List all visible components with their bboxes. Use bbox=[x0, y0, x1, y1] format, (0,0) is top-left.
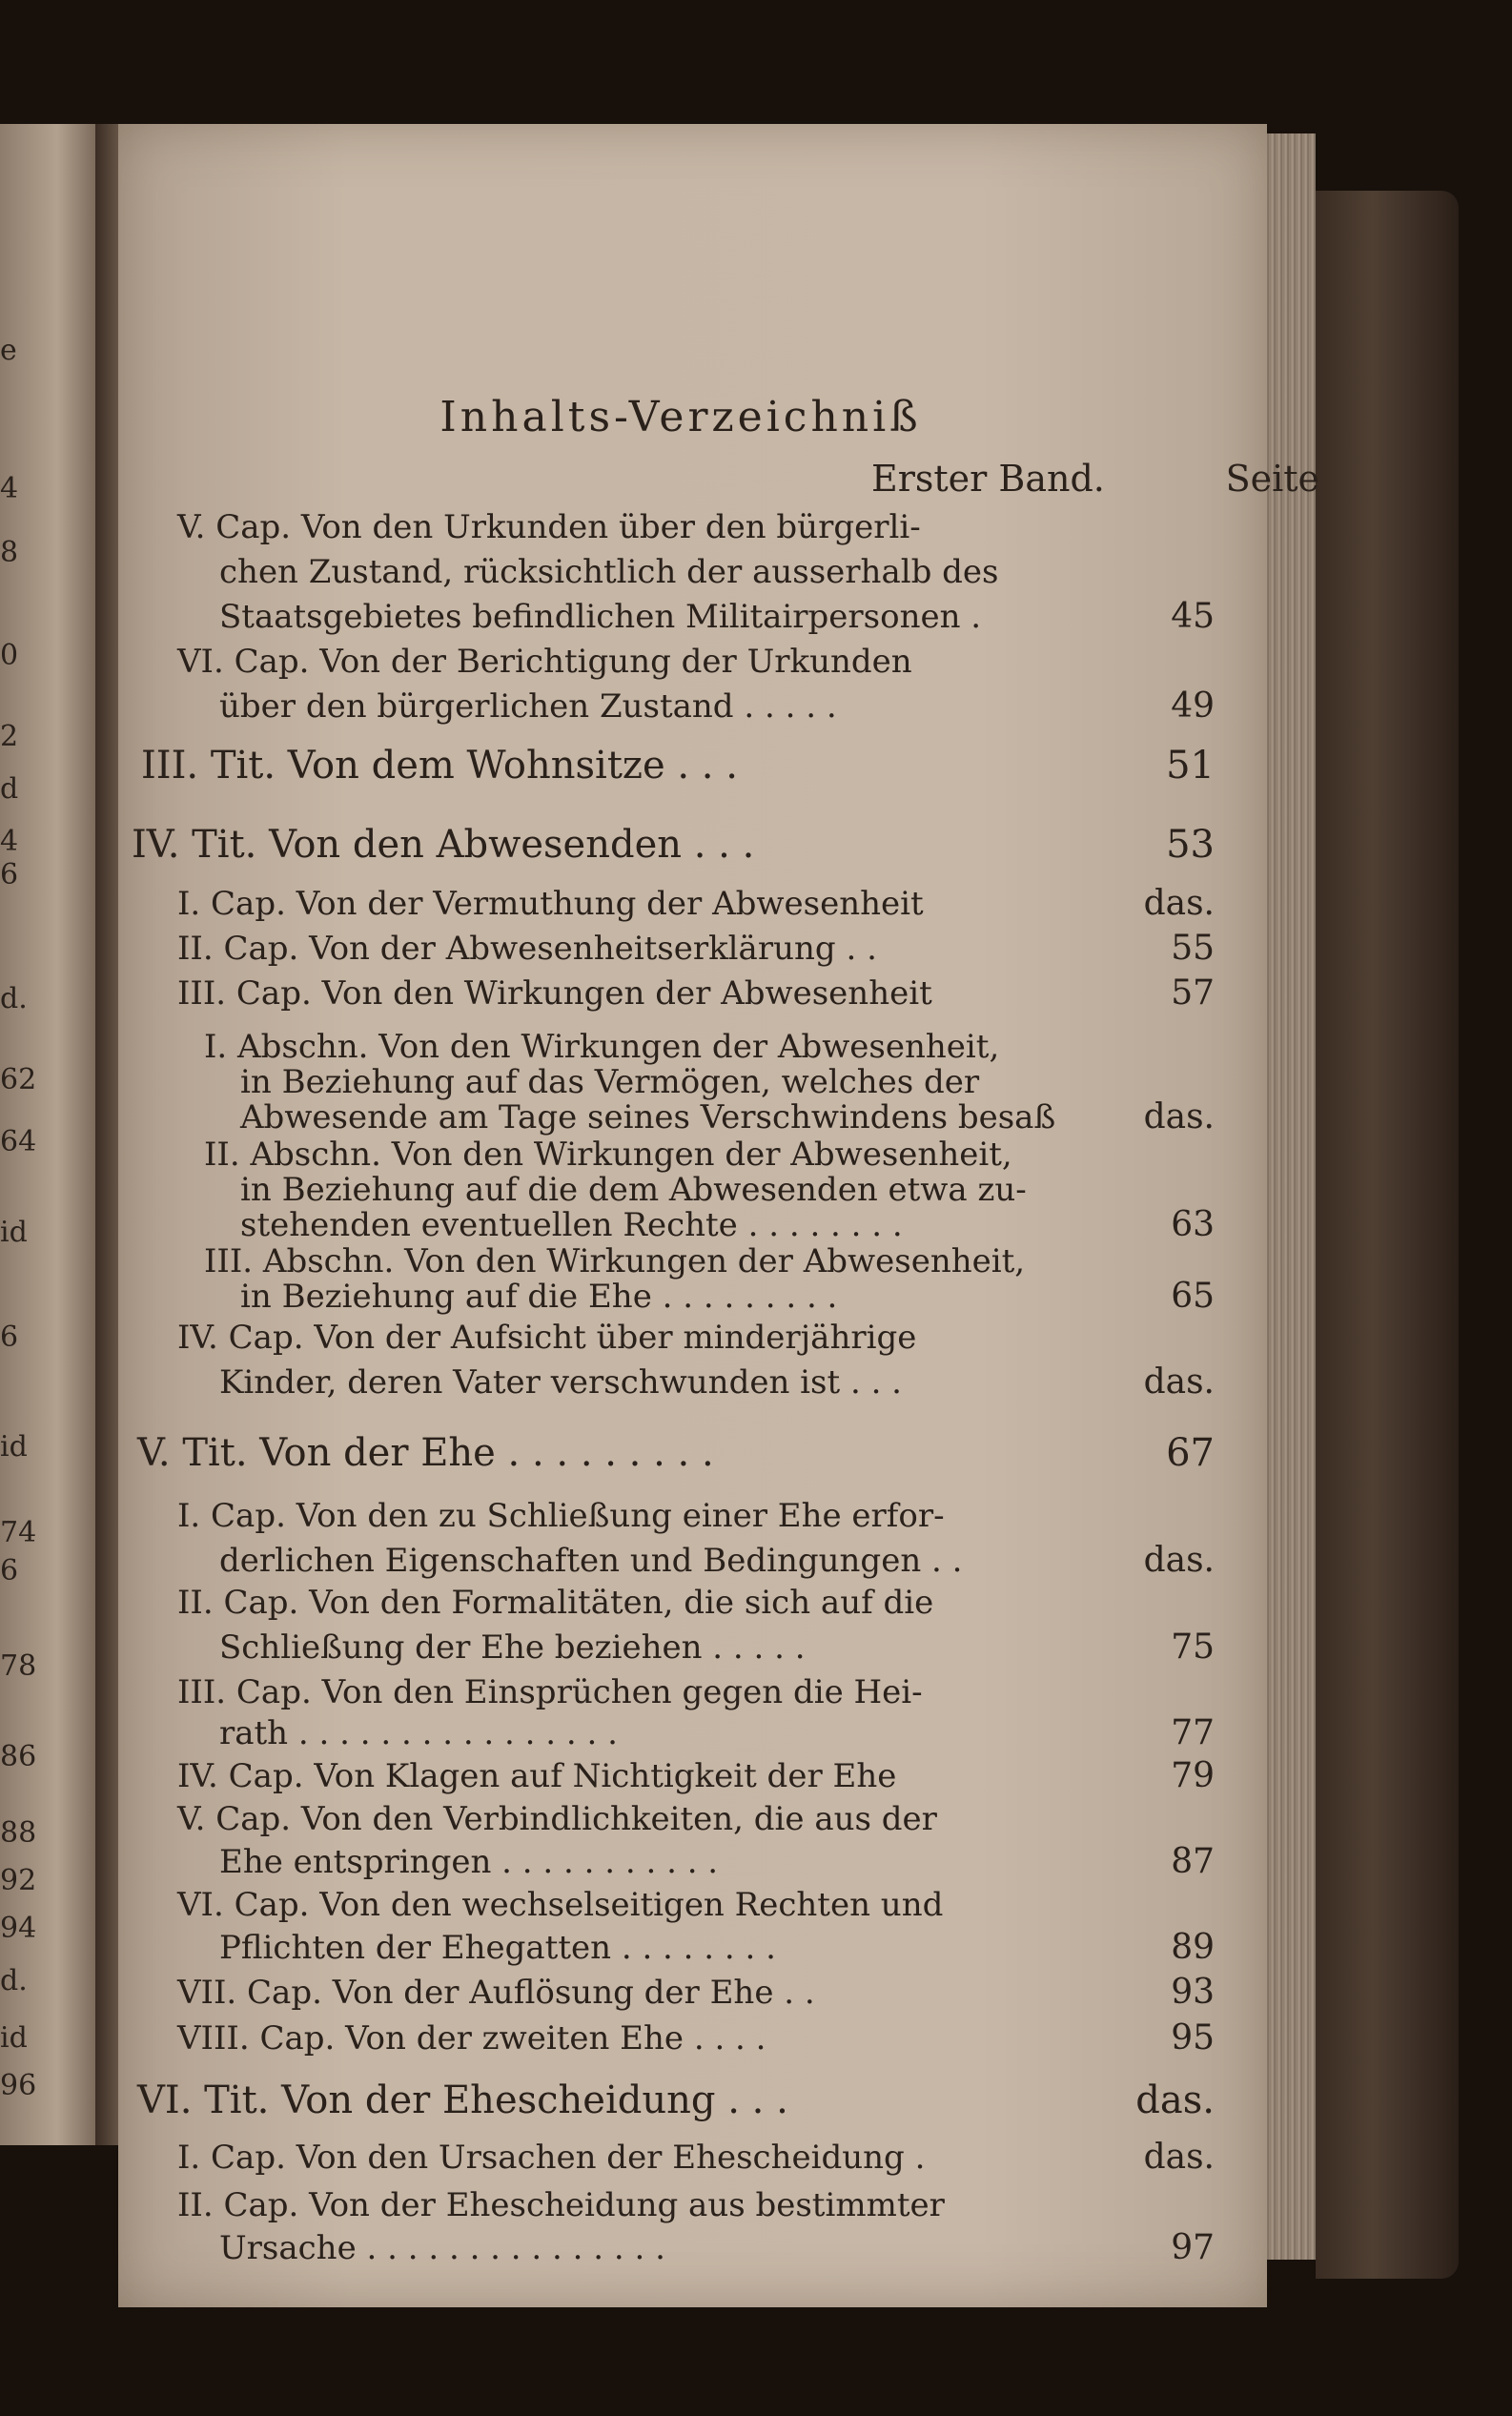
entry-page-number: 55 bbox=[1171, 929, 1215, 968]
entry-page-number: 65 bbox=[1171, 1277, 1215, 1316]
entry-page-number: 93 bbox=[1171, 1973, 1215, 2012]
entry-line: I. Cap. Von den zu Schließung einer Ehe erfor- bbox=[177, 1497, 945, 1535]
entry-line: VI. Cap. Von den wechselseitigen Rechten und bbox=[177, 1886, 944, 1924]
left-fragment: 4 bbox=[0, 825, 19, 858]
left-fragment: 6 bbox=[0, 1554, 19, 1587]
left-fragment: 64 bbox=[0, 1125, 37, 1158]
entry-line: VI. Cap. Von der Berichtigung der Urkunden bbox=[177, 643, 912, 681]
entry-page-number: 51 bbox=[1166, 744, 1215, 788]
page-header: Inhalts-Verzeichniß bbox=[439, 393, 922, 441]
left-fragment: 86 bbox=[0, 1740, 37, 1773]
entry-line: VIII. Cap. Von der zweiten Ehe . . . . bbox=[177, 2019, 766, 2058]
left-page-fragments bbox=[0, 124, 38, 2145]
entry-line: chen Zustand, rücksichtlich der ausserhalb des bbox=[219, 553, 999, 591]
left-fragment: id bbox=[0, 2021, 28, 2055]
entry-line: Ursache . . . . . . . . . . . . . . . bbox=[219, 2229, 665, 2267]
entry-line: IV. Cap. Von der Aufsicht über minderjährige bbox=[177, 1319, 917, 1357]
entry-line: VI. Tit. Von der Ehescheidung . . . bbox=[137, 2078, 788, 2122]
entry-line: IV. Tit. Von den Abwesenden . . . bbox=[132, 823, 755, 867]
entry-page-number: 63 bbox=[1171, 1205, 1215, 1244]
right-page bbox=[118, 124, 1319, 2307]
left-fragment: 0 bbox=[0, 639, 19, 672]
entry-line: II. Abschn. Von den Wirkungen der Abwesenheit, bbox=[204, 1136, 1012, 1174]
left-fragment: 4 bbox=[0, 472, 19, 505]
left-fragment: 92 bbox=[0, 1864, 37, 1897]
entry-line: II. Cap. Von den Formalitäten, die sich auf die bbox=[177, 1584, 934, 1622]
entry-page-number: 57 bbox=[1171, 973, 1215, 1013]
entry-line: über den bürgerlichen Zustand . . . . . bbox=[219, 687, 837, 726]
entry-line: Staatsgebietes befindlichen Militairpersonen . bbox=[219, 598, 982, 636]
entry-line: I. Abschn. Von den Wirkungen der Abwesenheit, bbox=[204, 1028, 1000, 1066]
entry-line: in Beziehung auf die dem Abwesenden etwa zu- bbox=[240, 1171, 1027, 1209]
entry-line: I. Cap. Von den Ursachen der Ehescheidung . bbox=[177, 2139, 926, 2177]
entry-line: III. Abschn. Von den Wirkungen der Abwesenheit, bbox=[204, 1242, 1026, 1280]
toc-list bbox=[118, 124, 1215, 2307]
entry-page-number: 53 bbox=[1166, 823, 1215, 867]
left-fragment: 2 bbox=[0, 720, 19, 753]
entry-line: derlichen Eigenschaften und Bedingungen . . bbox=[219, 1542, 963, 1580]
entry-line: IV. Cap. Von Klagen auf Nichtigkeit der Ehe bbox=[177, 1757, 897, 1795]
entry-line: Abwesende am Tage seines Verschwindens besaß bbox=[240, 1098, 1056, 1136]
entry-line: V. Cap. Von den Urkunden über den bürgerli- bbox=[177, 508, 921, 546]
entry-page-number: das. bbox=[1143, 1362, 1215, 1402]
page-column-label: Seite bbox=[1225, 458, 1319, 500]
left-fragment: 94 bbox=[0, 1912, 37, 1945]
entry-page-number: 89 bbox=[1171, 1928, 1215, 1967]
entry-page-number: das. bbox=[1143, 884, 1215, 923]
left-fragment: 6 bbox=[0, 858, 19, 891]
left-fragment: d. bbox=[0, 1964, 28, 1997]
entry-page-number: 45 bbox=[1171, 597, 1215, 636]
entry-line: III. Cap. Von den Wirkungen der Abwesenheit bbox=[177, 974, 932, 1013]
left-fragment: 74 bbox=[0, 1516, 37, 1549]
left-fragment: 8 bbox=[0, 536, 19, 569]
entry-line: II. Cap. Von der Abwesenheitserklärung . . bbox=[177, 930, 877, 968]
entry-line: Schließung der Ehe beziehen . . . . . bbox=[219, 1628, 806, 1667]
left-fragment: id bbox=[0, 1430, 28, 1464]
left-fragment: 88 bbox=[0, 1816, 37, 1850]
left-page bbox=[0, 124, 95, 2145]
page-fore-edge bbox=[1263, 133, 1316, 2260]
left-fragment: 6 bbox=[0, 1321, 19, 1354]
entry-page-number: 67 bbox=[1166, 1431, 1215, 1475]
entry-page-number: 75 bbox=[1171, 1628, 1215, 1667]
entry-line: III. Tit. Von dem Wohnsitze . . . bbox=[141, 744, 738, 788]
left-fragment: 78 bbox=[0, 1649, 37, 1683]
entry-line: in Beziehung auf die Ehe . . . . . . . . . bbox=[240, 1278, 838, 1316]
entry-line: Ehe entspringen . . . . . . . . . . . bbox=[219, 1843, 719, 1881]
left-fragment: d bbox=[0, 772, 19, 806]
entry-page-number: 77 bbox=[1171, 1713, 1215, 1752]
entry-line: Pflichten der Ehegatten . . . . . . . . bbox=[219, 1929, 776, 1967]
entry-line: Kinder, deren Vater verschwunden ist . . . bbox=[219, 1363, 902, 1402]
entry-line: V. Tit. Von der Ehe . . . . . . . . . bbox=[137, 1431, 714, 1475]
volume-label: Erster Band. bbox=[871, 458, 1105, 500]
entry-page-number: 97 bbox=[1171, 2228, 1215, 2267]
left-fragment: d. bbox=[0, 982, 28, 1015]
entry-line: I. Cap. Von der Vermuthung der Abwesenheit bbox=[177, 885, 924, 923]
entry-line: II. Cap. Von der Ehescheidung aus bestimmter bbox=[177, 2186, 945, 2224]
toc-content bbox=[118, 124, 1319, 2307]
left-fragment: 62 bbox=[0, 1063, 37, 1096]
entry-page-number: 49 bbox=[1171, 686, 1215, 726]
left-fragment: id bbox=[0, 1216, 28, 1249]
entry-page-number: das. bbox=[1135, 2078, 1215, 2122]
entry-page-number: das. bbox=[1143, 1097, 1215, 1136]
entry-line: rath . . . . . . . . . . . . . . . . bbox=[219, 1714, 618, 1752]
left-fragment: e bbox=[0, 334, 17, 367]
entry-line: VII. Cap. Von der Auflösung der Ehe . . bbox=[177, 1974, 815, 2012]
entry-line: stehenden eventuellen Rechte . . . . . . . . bbox=[240, 1206, 903, 1244]
entry-page-number: 95 bbox=[1171, 2018, 1215, 2058]
book-cover bbox=[1316, 191, 1459, 2279]
entry-page-number: das. bbox=[1143, 2138, 1215, 2177]
entry-line: in Beziehung auf das Vermögen, welches der bbox=[240, 1063, 980, 1101]
entry-line: V. Cap. Von den Verbindlichkeiten, die aus der bbox=[177, 1800, 937, 1838]
entry-page-number: 79 bbox=[1171, 1756, 1215, 1795]
left-fragment: 96 bbox=[0, 2069, 37, 2102]
entry-line: III. Cap. Von den Einsprüchen gegen die Hei- bbox=[177, 1673, 923, 1711]
entry-page-number: das. bbox=[1143, 1541, 1215, 1580]
entry-page-number: 87 bbox=[1171, 1842, 1215, 1881]
